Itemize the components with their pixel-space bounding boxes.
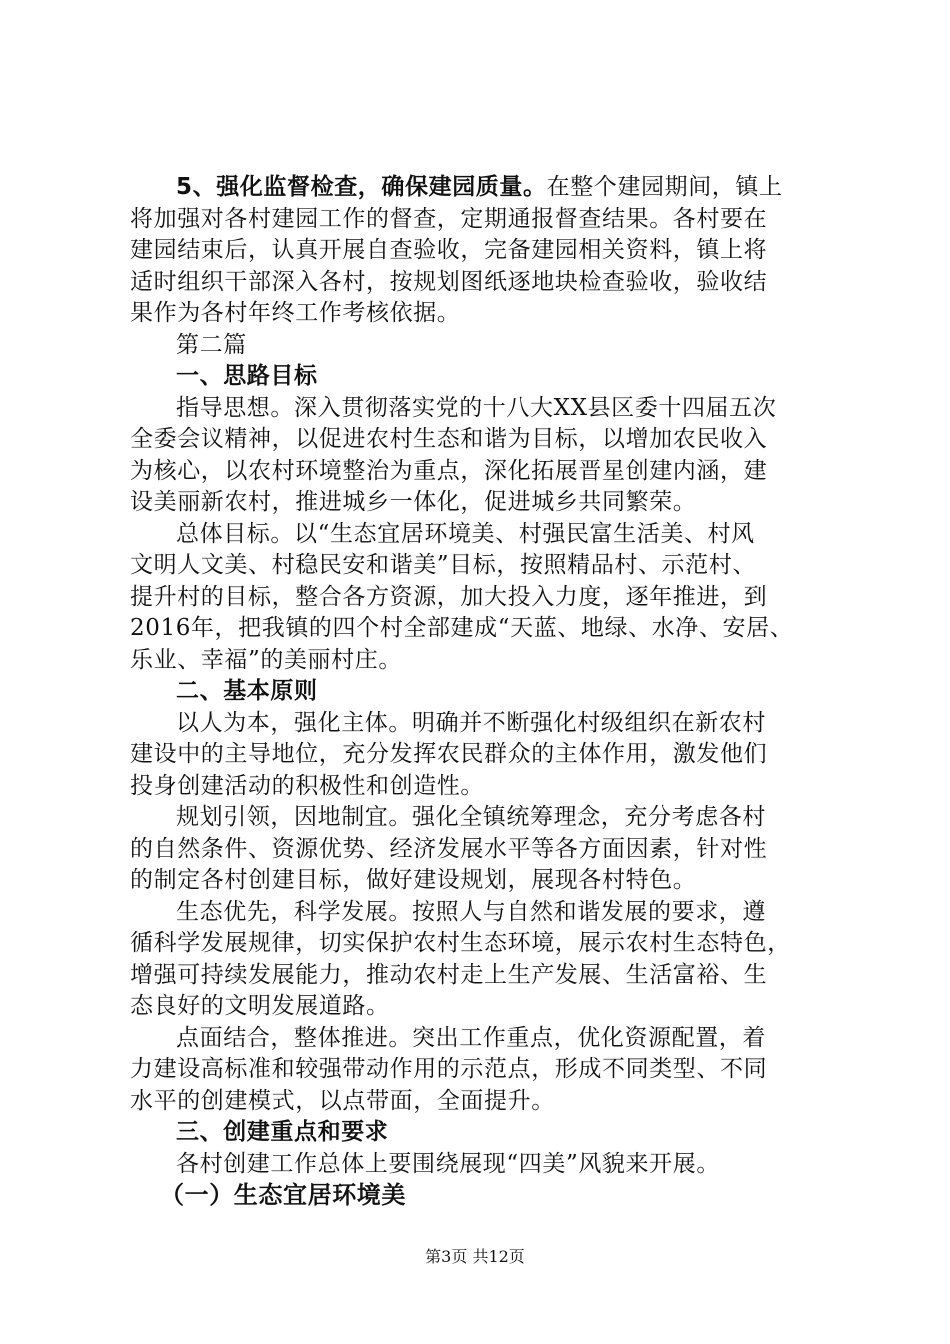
paragraph-line: 文明人文美、村稳民安和谐美”目标，按照精品村、示范村、	[130, 552, 756, 578]
paragraph-line: 全委会议精神，以促进农村生态和谐为目标，以增加农民收入	[130, 426, 768, 452]
paragraph-line: 以人为本，强化主体。明确并不断强化村级组织在新农村	[176, 709, 766, 736]
document-body	[130, 172, 830, 1212]
section-heading: 一、思路目标	[176, 363, 318, 389]
paragraph-line: 适时组织干部深入各村，按规划图纸逐地块检查验收，验收结	[130, 268, 768, 295]
subsection-heading: （一）生态宜居环境美	[160, 1181, 406, 1209]
paragraph-line: 为核心，以农村环境整治为重点，深化拓展晋星创建内涵，建	[130, 457, 768, 484]
bold-lead: 5、强化监督检查，确保建园质量。	[176, 174, 547, 200]
paragraph-line	[130, 172, 830, 204]
paragraph-line: 循科学发展规律，切实保护农村生态环境，展示农村生态特色，	[130, 930, 791, 956]
paragraph-line: 乐业、幸福”的美丽村庄。	[130, 646, 402, 673]
paragraph-line: 总体目标。以“生态宜居环境美、村强民富生活美、村风	[176, 520, 755, 547]
paragraph-line: 指导思想。深入贯彻落实党的十八大XX县区委十四届五次	[176, 394, 777, 421]
paragraph-line: 增强可持续发展能力，推动农村走上生产发展、生活富裕、生	[130, 961, 768, 988]
page-footer: 第3页 共12页	[425, 1247, 525, 1266]
paragraph-line: 投身创建活动的积极性和创造性。	[130, 772, 484, 799]
paragraph-line: 提升村的目标，整合各方资源，加大投入力度，逐年推进，到	[130, 583, 768, 610]
paragraph-line: 的制定各村创建目标，做好建设规划，展现各村特色。	[130, 867, 697, 893]
section-heading: 二、基本原则	[176, 678, 318, 704]
paragraph-line: 规划引领，因地制宜。强化全镇统筹理念，充分考虑各村	[176, 804, 766, 830]
paragraph-line: 的自然条件、资源优势、经济发展水平等各方面因素，针对性	[130, 835, 768, 862]
paragraph-line: 态良好的文明发展道路。	[130, 993, 390, 1019]
paragraph-line: 建设中的主导地位，充分发挥农民群众的主体作用，激发他们	[130, 741, 768, 767]
paragraph-line: 水平的创建模式，以点带面，全面提升。	[130, 1087, 555, 1114]
paragraph-line: 将加强对各村建园工作的督查，定期通报督查结果。各村要在	[130, 205, 768, 232]
paragraph-line: 设美丽新农村，推进城乡一体化，促进城乡共同繁荣。	[130, 489, 697, 515]
paragraph-line: 建园结束后，认真开展自查验收，完备建园相关资料，镇上将	[130, 237, 768, 263]
paragraph-line: 力建设高标准和较强带动作用的示范点，形成不同类型、不同	[130, 1056, 768, 1082]
line-text: 在整个建园期间，镇上	[546, 174, 783, 200]
paragraph-line: 果作为各村年终工作考核依据。	[130, 300, 461, 326]
paragraph-line: 点面结合，整体推进。突出工作重点，优化资源配置，着	[176, 1024, 766, 1051]
paragraph-line: 2016年，把我镇的四个村全部建成“天蓝、地绿、水净、安居、	[130, 615, 794, 641]
paragraph-line: 各村创建工作总体上要围绕展现“四美”风貌来开展。	[176, 1150, 720, 1177]
section-heading: 三、创建重点和要求	[176, 1119, 389, 1145]
section-label: 第二篇	[176, 331, 247, 358]
paragraph-line: 生态优先，科学发展。按照人与自然和谐发展的要求，遵	[176, 898, 766, 925]
